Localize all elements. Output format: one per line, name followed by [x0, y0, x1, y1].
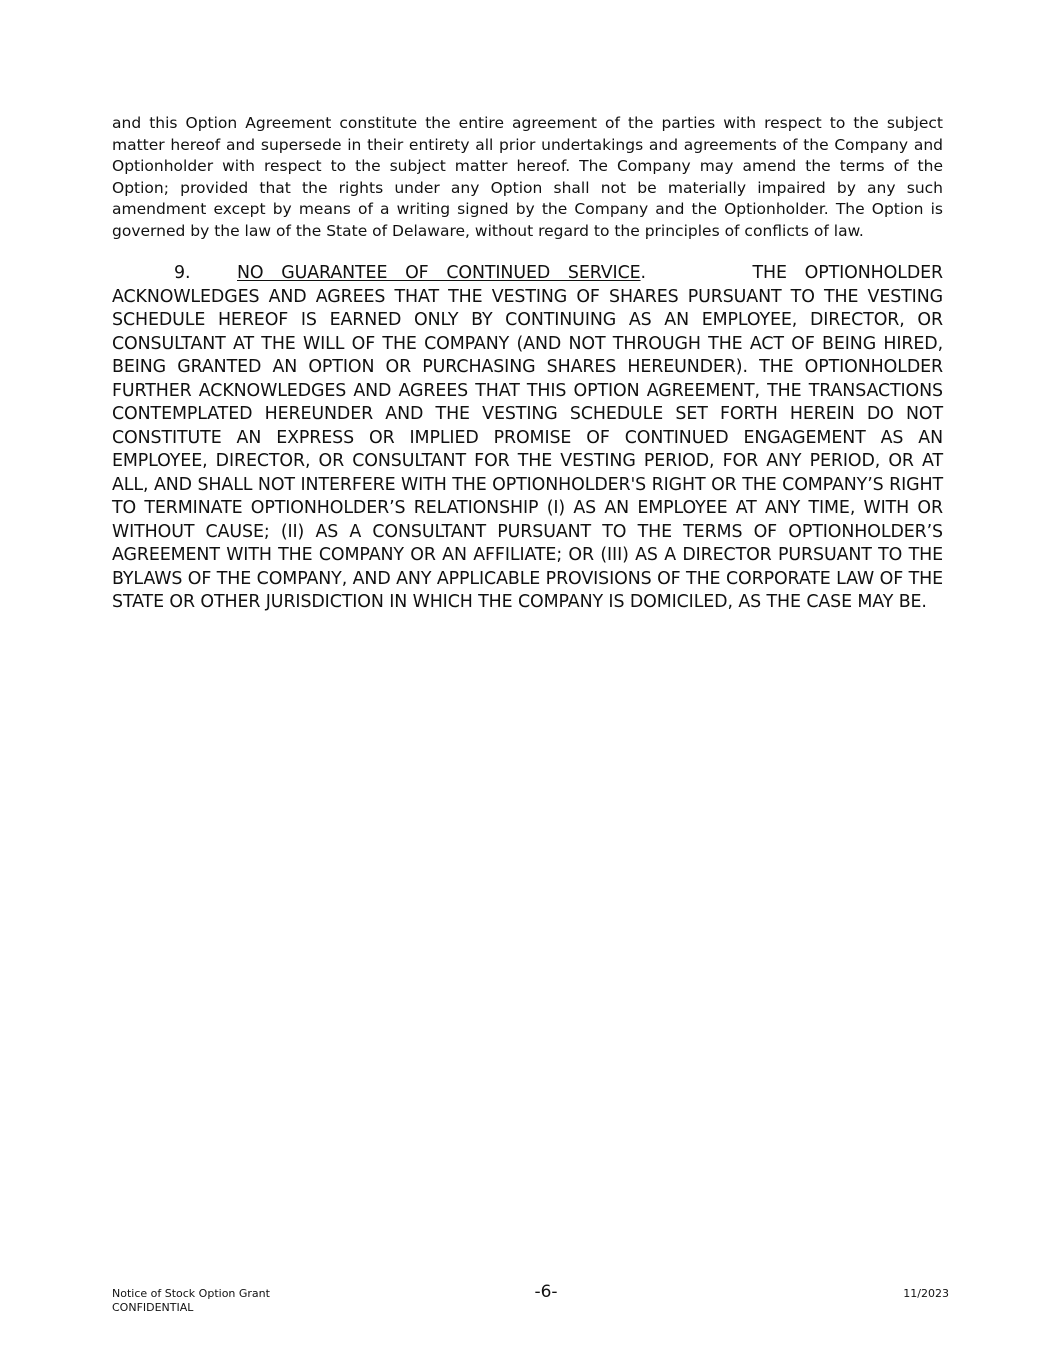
section-heading-period: . [640, 263, 646, 283]
section-body-text: THE OPTIONHOLDER ACKNOWLEDGES AND AGREES THAT THE VESTING OF SHARES PURSUANT TO THE VESTING SCHEDULE HEREOF IS EARNED ONLY BY CONTINUING AS AN EMPLOYEE, DIRECTOR, OR CONSULTANT AT THE WILL OF THE COMPANY (AND NOT THROUGH THE ACT OF BEING HIRED, BEING GRANTED AN OPTION OR PURCHASING SHARES HEREUNDER). THE OPTIONHOLDER FURTHER ACKNOWLEDGES AND AGREES THAT THIS OPTION AGREEMENT, THE TRANSACTIONS CONTEMPLATED HEREUNDER AND THE VESTING SCHEDULE SET FORTH HEREIN DO NOT CONSTITUTE AN EXPRESS OR IMPLIED PROMISE OF CONTINUED ENGAGEMENT AS AN EMPLOYEE, DIRECTOR, OR CONSULTANT FOR THE VESTING PERIOD, FOR ANY PERIOD, OR AT ALL, AND SHALL NOT INTERFERE WITH THE OPTIONHOLDER'S RIGHT OR THE COMPANY’S RIGHT TO TERMINATE OPTIONHOLDER’S RELATIONSHIP (I) AS AN EMPLOYEE AT ANY TIME, WITH OR WITHOUT CAUSE; (II) AS A CONSULTANT PURSUANT TO THE TERMS OF OPTIONHOLDER’S AGREEMENT WITH THE COMPANY OR AN AFFILIATE; OR (III) AS A DIRECTOR PURSUANT TO THE BYLAWS OF THE COMPANY, AND ANY APPLICABLE PROVISIONS OF THE CORPORATE LAW OF THE STATE OR OTHER JURISDICTION IN WHICH THE COMPANY IS DOMICILED, AS THE CASE MAY BE. [112, 263, 943, 612]
section-number: 9. [174, 263, 191, 283]
footer-version-date: 11/2023 [903, 1287, 949, 1300]
section-heading: NO GUARANTEE OF CONTINUED SERVICE [237, 263, 641, 283]
footer-classification: CONFIDENTIAL [112, 1301, 194, 1314]
footer-document-title: Notice of Stock Option Grant [112, 1287, 270, 1300]
continued-paragraph: and this Option Agreement constitute the entire agreement of the parties with respect to the subject matter hereof and supersede in their entirety all prior undertakings and agreements of the Company and Optionholder with respect to the subject matter hereof. The Company may amend the terms of the Option; provided that the rights under any Option shall not be materially impaired by any such amendment except by means of a writing signed by the Company and the Optionholder. The Option is governed by the law of the State of Delaware, without regard to the principles of conflicts of law. [112, 114, 943, 240]
section-9 [112, 262, 943, 615]
page-number: -6- [534, 1282, 558, 1302]
